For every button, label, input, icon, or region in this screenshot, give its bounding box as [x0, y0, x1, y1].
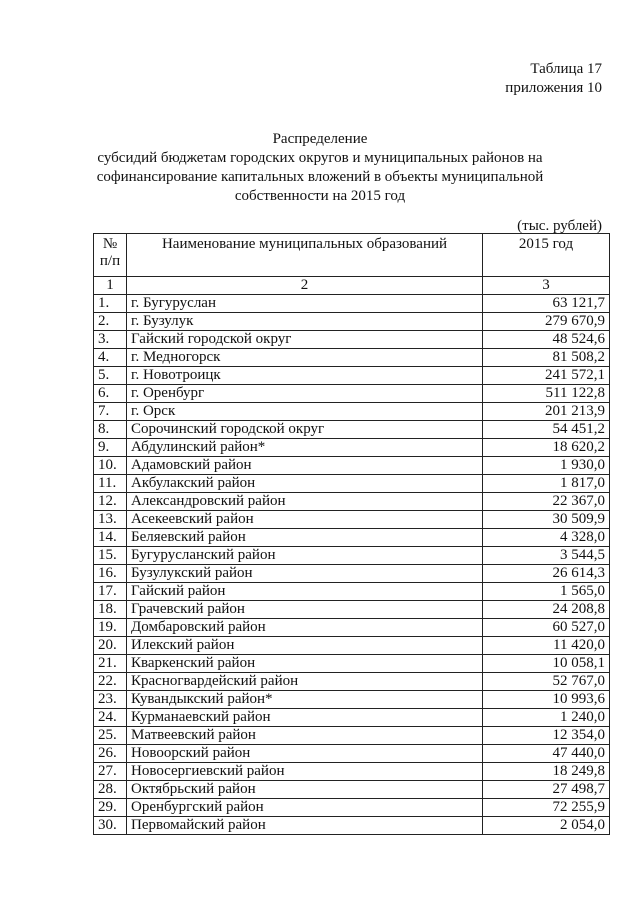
row-number: 11.: [94, 475, 127, 493]
table-row: [94, 799, 610, 817]
subsidy-value: 81 508,2: [483, 349, 610, 367]
table-row: [94, 457, 610, 475]
municipality-name: Гайский городской округ: [127, 331, 483, 349]
row-number: 13.: [94, 511, 127, 529]
table-row: [94, 421, 610, 439]
row-number: 27.: [94, 763, 127, 781]
municipality-name: Первомайский район: [127, 817, 483, 835]
table-ref-line1: Таблица 17: [530, 61, 602, 77]
municipality-name: Сорочинский городской округ: [127, 421, 483, 439]
row-number: 2.: [94, 313, 127, 331]
units-label: (тыс. рублей): [517, 218, 602, 234]
subsidy-value: 60 527,0: [483, 619, 610, 637]
document-subtitle-line1: субсидий бюджетам городских округов и муниципальных районов на: [97, 150, 543, 166]
table-row: [94, 817, 610, 835]
colnum-1: 1: [94, 277, 127, 295]
municipality-name: г. Бузулук: [127, 313, 483, 331]
municipality-name: Илекский район: [127, 637, 483, 655]
subsidy-value: 11 420,0: [483, 637, 610, 655]
table-body: [94, 295, 610, 835]
subsidy-value: 18 620,2: [483, 439, 610, 457]
subsidy-value: 12 354,0: [483, 727, 610, 745]
municipality-name: Матвеевский район: [127, 727, 483, 745]
table-row: [94, 493, 610, 511]
table-row: [94, 295, 610, 313]
subsidy-value: 52 767,0: [483, 673, 610, 691]
subsidy-table: [93, 233, 610, 835]
header-num-line1: №: [102, 236, 118, 252]
table-row: [94, 601, 610, 619]
table-row: [94, 745, 610, 763]
document-title: Распределение: [272, 131, 368, 147]
table-row: [94, 637, 610, 655]
municipality-name: Оренбургский район: [127, 799, 483, 817]
subsidy-value: 22 367,0: [483, 493, 610, 511]
municipality-name: Кувандыкский район*: [127, 691, 483, 709]
table-row: [94, 529, 610, 547]
subsidy-value: 48 524,6: [483, 331, 610, 349]
header-name: Наименование муниципальных образований: [127, 234, 483, 277]
subsidy-value: 241 572,1: [483, 367, 610, 385]
subsidy-value: 30 509,9: [483, 511, 610, 529]
table-row: [94, 691, 610, 709]
subsidy-value: 1 817,0: [483, 475, 610, 493]
subsidy-value: 201 213,9: [483, 403, 610, 421]
row-number: 4.: [94, 349, 127, 367]
row-number: 1.: [94, 295, 127, 313]
row-number: 28.: [94, 781, 127, 799]
table-row: [94, 763, 610, 781]
municipality-name: г. Медногорск: [127, 349, 483, 367]
municipality-name: г. Орск: [127, 403, 483, 421]
colnum-3: 3: [483, 277, 610, 295]
row-number: 29.: [94, 799, 127, 817]
municipality-name: Новосергиевский район: [127, 763, 483, 781]
subsidy-value: 10 058,1: [483, 655, 610, 673]
municipality-name: Октябрьский район: [127, 781, 483, 799]
row-number: 23.: [94, 691, 127, 709]
table-header-row: [94, 234, 610, 277]
header-year: 2015 год: [483, 234, 610, 277]
column-number-row: [94, 277, 610, 295]
row-number: 3.: [94, 331, 127, 349]
row-number: 5.: [94, 367, 127, 385]
row-number: 8.: [94, 421, 127, 439]
header-num-line2: п/п: [99, 253, 121, 269]
subsidy-value: 47 440,0: [483, 745, 610, 763]
subsidy-value: 18 249,8: [483, 763, 610, 781]
subsidy-value: 54 451,2: [483, 421, 610, 439]
municipality-name: Бугурусланский район: [127, 547, 483, 565]
document-subtitle-line3: собственности на 2015 год: [234, 188, 406, 204]
table-row: [94, 565, 610, 583]
row-number: 15.: [94, 547, 127, 565]
row-number: 25.: [94, 727, 127, 745]
subsidy-value: 4 328,0: [483, 529, 610, 547]
subsidy-value: 63 121,7: [483, 295, 610, 313]
document-subtitle-line2: софинансирование капитальных вложений в объекты муниципальной: [96, 169, 544, 185]
subsidy-value: 3 544,5: [483, 547, 610, 565]
municipality-name: Александровский район: [127, 493, 483, 511]
table-row: [94, 439, 610, 457]
table-row: [94, 655, 610, 673]
municipality-name: г. Новотроицк: [127, 367, 483, 385]
row-number: 16.: [94, 565, 127, 583]
municipality-name: Кваркенский район: [127, 655, 483, 673]
row-number: 18.: [94, 601, 127, 619]
municipality-name: Красногвардейский район: [127, 673, 483, 691]
table-row: [94, 709, 610, 727]
municipality-name: Новоорский район: [127, 745, 483, 763]
subsidy-value: 72 255,9: [483, 799, 610, 817]
subsidy-value: 1 930,0: [483, 457, 610, 475]
colnum-2: 2: [127, 277, 483, 295]
municipality-name: г. Бугуруслан: [127, 295, 483, 313]
row-number: 21.: [94, 655, 127, 673]
subsidy-value: 1 565,0: [483, 583, 610, 601]
subsidy-value: 2 054,0: [483, 817, 610, 835]
subsidy-value: 279 670,9: [483, 313, 610, 331]
row-number: 12.: [94, 493, 127, 511]
row-number: 6.: [94, 385, 127, 403]
row-number: 20.: [94, 637, 127, 655]
row-number: 24.: [94, 709, 127, 727]
row-number: 7.: [94, 403, 127, 421]
table-row: [94, 385, 610, 403]
municipality-name: Бузулукский район: [127, 565, 483, 583]
header-num: [94, 234, 127, 277]
table-reference: [505, 60, 602, 98]
subsidy-value: 26 614,3: [483, 565, 610, 583]
table-ref-line2: приложения 10: [505, 80, 602, 96]
municipality-name: Гайский район: [127, 583, 483, 601]
municipality-name: Беляевский район: [127, 529, 483, 547]
subsidy-value: 10 993,6: [483, 691, 610, 709]
table-row: [94, 619, 610, 637]
row-number: 22.: [94, 673, 127, 691]
table-row: [94, 583, 610, 601]
subsidy-value: 27 498,7: [483, 781, 610, 799]
table-row: [94, 781, 610, 799]
table-row: [94, 313, 610, 331]
row-number: 9.: [94, 439, 127, 457]
row-number: 19.: [94, 619, 127, 637]
row-number: 30.: [94, 817, 127, 835]
table-row: [94, 673, 610, 691]
subsidy-value: 511 122,8: [483, 385, 610, 403]
row-number: 26.: [94, 745, 127, 763]
municipality-name: Грачевский район: [127, 601, 483, 619]
subsidy-value: 1 240,0: [483, 709, 610, 727]
municipality-name: Домбаровский район: [127, 619, 483, 637]
table-row: [94, 403, 610, 421]
subsidy-value: 24 208,8: [483, 601, 610, 619]
table-row: [94, 475, 610, 493]
municipality-name: Адамовский район: [127, 457, 483, 475]
row-number: 17.: [94, 583, 127, 601]
municipality-name: Акбулакский район: [127, 475, 483, 493]
municipality-name: Курманаевский район: [127, 709, 483, 727]
row-number: 14.: [94, 529, 127, 547]
table-row: [94, 349, 610, 367]
table-row: [94, 367, 610, 385]
row-number: 10.: [94, 457, 127, 475]
municipality-name: Абдулинский район*: [127, 439, 483, 457]
municipality-name: г. Оренбург: [127, 385, 483, 403]
table-row: [94, 547, 610, 565]
document-heading: [80, 130, 560, 206]
table-row: [94, 727, 610, 745]
municipality-name: Асекеевский район: [127, 511, 483, 529]
table-row: [94, 511, 610, 529]
table-row: [94, 331, 610, 349]
